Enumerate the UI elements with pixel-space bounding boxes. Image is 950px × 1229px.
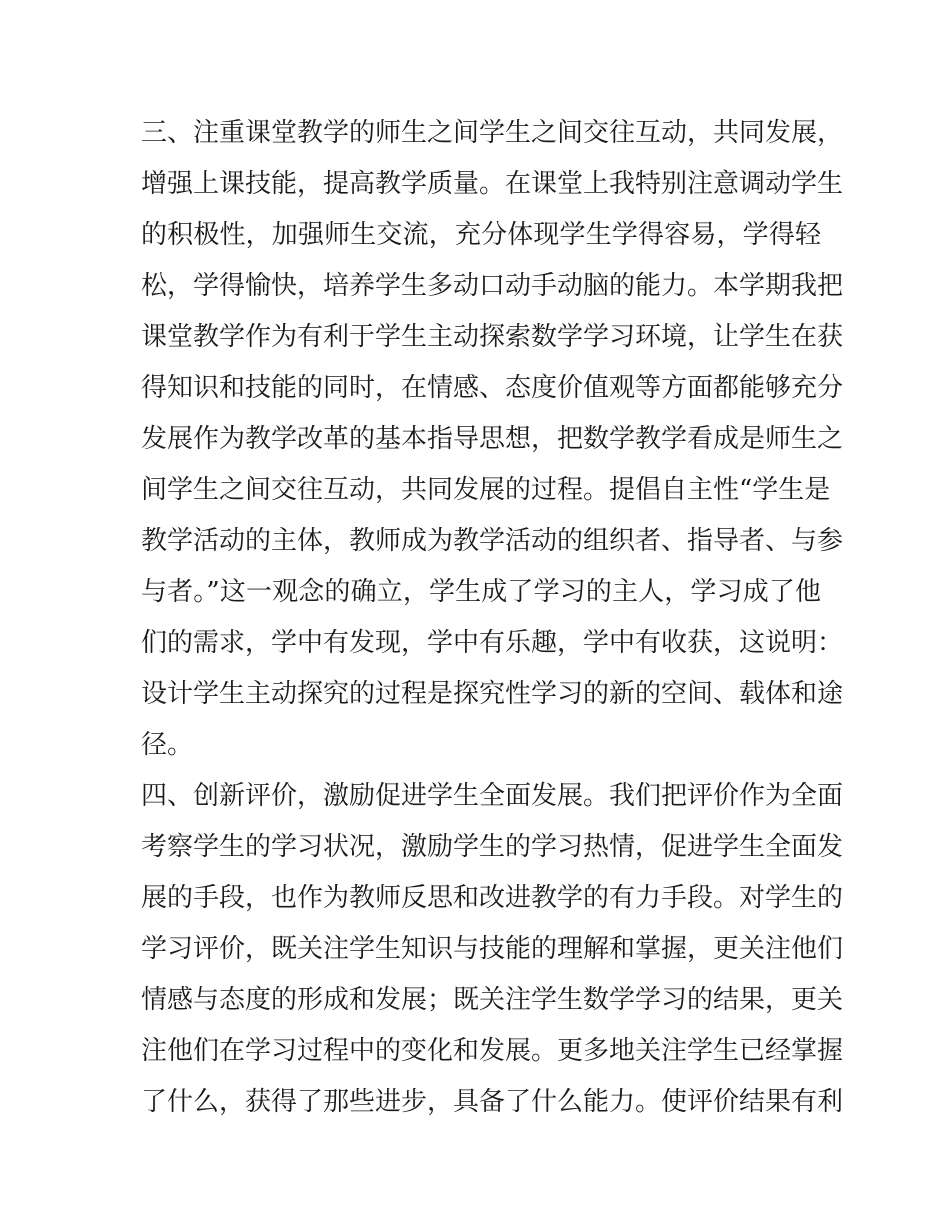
text-line: 们的需求，学中有发现，学中有乐趣，学中有收获，这说明： <box>141 628 844 658</box>
text-line: 课堂教学作为有利于学生主动探索数学学习环境，让学生在获 <box>141 322 844 352</box>
text-line: 考察学生的学习状况，激励学生的学习热情，促进学生全面发 <box>141 832 844 862</box>
text-line: 四、创新评价，激励促进学生全面发展。我们把评价作为全面 <box>141 781 844 811</box>
text-line: 的积极性，加强师生交流，充分体现学生学得容易，学得轻 <box>141 220 821 250</box>
text-line: 径。 <box>141 730 194 760</box>
text-line: 了什么，获得了那些进步，具备了什么能力。使评价结果有利 <box>141 1087 844 1117</box>
text-line: 松，学得愉快，培养学生多动口动手动脑的能力。本学期我把 <box>141 271 844 301</box>
text-line: 教学活动的主体，教师成为教学活动的组织者、指导者、与参 <box>141 526 844 556</box>
text-line: 学习评价，既关注学生知识与技能的理解和掌握，更关注他们 <box>141 934 844 964</box>
text-line: 设计学生主动探究的过程是探究性学习的新的空间、载体和途 <box>141 679 844 709</box>
text-line: 情感与态度的形成和发展；既关注学生数学学习的结果，更关 <box>141 985 844 1015</box>
text-line: 发展作为教学改革的基本指导思想，把数学教学看成是师生之 <box>141 424 844 454</box>
text-line: 三、注重课堂教学的师生之间学生之间交往互动，共同发展， <box>141 118 844 148</box>
text-line: 得知识和技能的同时，在情感、态度价值观等方面都能够充分 <box>141 373 844 403</box>
body-text <box>141 108 844 1128</box>
text-line: 注他们在学习过程中的变化和发展。更多地关注学生已经掌握 <box>141 1036 844 1066</box>
text-line: 与者。”这一观念的确立，学生成了学习的主人，学习成了他 <box>141 577 821 607</box>
text-line: 间学生之间交往互动，共同发展的过程。提倡自主性“学生是 <box>141 475 831 505</box>
text-line: 增强上课技能，提高教学质量。在课堂上我特别注意调动学生 <box>141 169 844 199</box>
text-line: 展的手段，也作为教师反思和改进教学的有力手段。对学生的 <box>141 883 844 913</box>
